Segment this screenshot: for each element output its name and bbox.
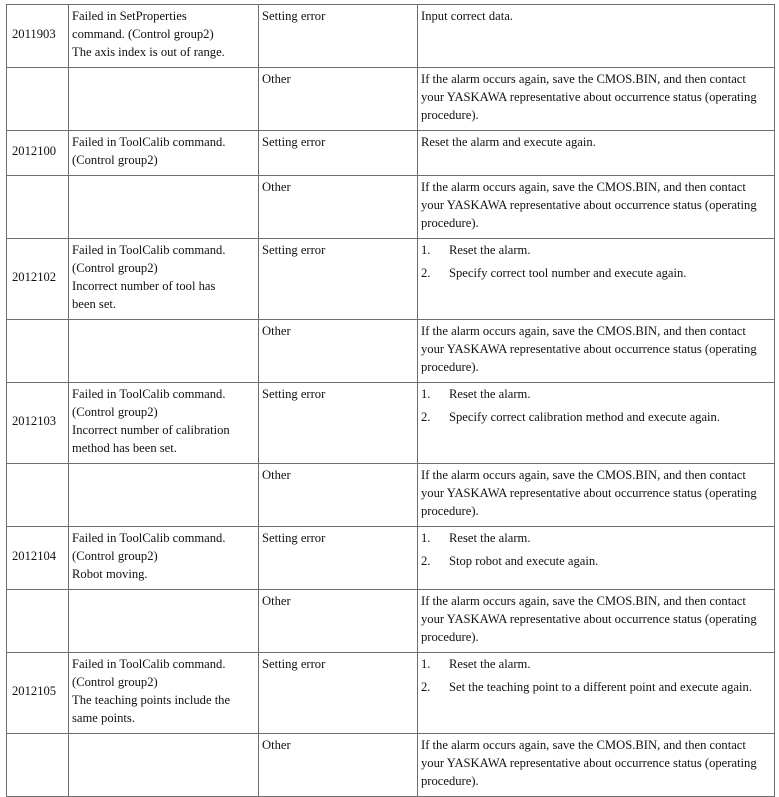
remedy-cell (418, 5, 775, 68)
alarm-cause-cell (69, 653, 259, 734)
alarm-code: 2012104 (12, 549, 57, 563)
cause-kind-cell (259, 68, 418, 131)
alarm-code-cell (7, 590, 69, 653)
step-number: 1. (421, 531, 431, 545)
alarm-cause-line: Failed in ToolCalib command. (72, 657, 226, 671)
alarm-cause-line: (Control group2) (72, 153, 158, 167)
cause-kind: Other (262, 72, 291, 86)
alarm-cause-cell (69, 464, 259, 527)
cause-kind: Other (262, 180, 291, 194)
alarm-cause-cell (69, 131, 259, 176)
cause-kind-cell (259, 590, 418, 653)
alarm-code: 2012103 (12, 414, 57, 428)
remedy-step (421, 264, 770, 282)
step-number: 2. (421, 266, 431, 280)
remedy-cell (418, 383, 775, 464)
cause-kind: Setting error (262, 387, 326, 401)
remedy-text: If the alarm occurs again, save the CMOS.BIN, and then contact your YASKAWA representative about occurrence status (operating procedure). (421, 468, 757, 518)
remedy-cell (418, 320, 775, 383)
alarm-cause-cell (69, 320, 259, 383)
remedy-step (421, 529, 770, 547)
table-row (7, 320, 775, 383)
cause-kind-cell (259, 5, 418, 68)
table-row (7, 239, 775, 320)
step-number: 1. (421, 387, 431, 401)
table-row (7, 590, 775, 653)
remedy-cell (418, 176, 775, 239)
alarm-cause-line: Incorrect number of tool has (72, 279, 216, 293)
remedy-cell (418, 68, 775, 131)
alarm-table (6, 4, 775, 797)
alarm-cause-line: Failed in ToolCalib command. (72, 387, 226, 401)
alarm-cause-line: method has been set. (72, 441, 177, 455)
cause-kind-cell (259, 320, 418, 383)
remedy-text: If the alarm occurs again, save the CMOS.BIN, and then contact your YASKAWA representative about occurrence status (operating procedure). (421, 324, 757, 374)
cause-kind: Setting error (262, 531, 326, 545)
alarm-code: 2012105 (12, 684, 57, 698)
cause-kind: Setting error (262, 657, 326, 671)
alarm-cause-cell (69, 590, 259, 653)
cause-kind-cell (259, 734, 418, 797)
alarm-code-cell (7, 131, 69, 176)
alarm-table-body (7, 5, 775, 797)
table-row (7, 131, 775, 176)
step-text: Specify correct calibration method and execute again. (449, 410, 720, 424)
remedy-steps (421, 385, 770, 426)
remedy-text: If the alarm occurs again, save the CMOS.BIN, and then contact your YASKAWA representative about occurrence status (operating procedure). (421, 72, 757, 122)
table-row (7, 176, 775, 239)
step-text: Reset the alarm. (449, 387, 531, 401)
step-text: Stop robot and execute again. (449, 554, 599, 568)
alarm-code-cell (7, 383, 69, 464)
remedy-step (421, 678, 770, 696)
alarm-cause-cell (69, 734, 259, 797)
step-number: 2. (421, 554, 431, 568)
table-row (7, 653, 775, 734)
remedy-cell (418, 734, 775, 797)
alarm-cause-line: (Control group2) (72, 261, 158, 275)
alarm-cause-line: Failed in ToolCalib command. (72, 135, 226, 149)
remedy-cell (418, 527, 775, 590)
table-row (7, 464, 775, 527)
remedy-step (421, 408, 770, 426)
alarm-cause-line: Failed in ToolCalib command. (72, 243, 226, 257)
remedy-steps (421, 655, 770, 696)
cause-kind: Other (262, 324, 291, 338)
cause-kind-cell (259, 239, 418, 320)
alarm-cause-line: Failed in SetProperties (72, 9, 187, 23)
remedy-steps (421, 529, 770, 570)
remedy-text: Reset the alarm and execute again. (421, 135, 596, 149)
alarm-code: 2012102 (12, 270, 57, 284)
alarm-cause-line: Incorrect number of calibration (72, 423, 230, 437)
alarm-code-cell (7, 734, 69, 797)
table-row (7, 383, 775, 464)
remedy-step (421, 552, 770, 570)
table-row (7, 734, 775, 797)
remedy-text: If the alarm occurs again, save the CMOS.BIN, and then contact your YASKAWA representative about occurrence status (operating procedure). (421, 594, 757, 644)
cause-kind-cell (259, 383, 418, 464)
alarm-code-cell (7, 68, 69, 131)
cause-kind: Other (262, 594, 291, 608)
remedy-text: If the alarm occurs again, save the CMOS.BIN, and then contact your YASKAWA representative about occurrence status (operating procedure). (421, 180, 757, 230)
table-row (7, 5, 775, 68)
remedy-step (421, 655, 770, 673)
remedy-step (421, 385, 770, 403)
cause-kind-cell (259, 464, 418, 527)
alarm-cause-line: same points. (72, 711, 135, 725)
alarm-cause-line: Failed in ToolCalib command. (72, 531, 226, 545)
remedy-cell (418, 653, 775, 734)
alarm-code: 2012100 (12, 144, 57, 158)
cause-kind-cell (259, 527, 418, 590)
step-text: Set the teaching point to a different point and execute again. (449, 680, 752, 694)
alarm-cause-line: The teaching points include the (72, 693, 231, 707)
alarm-cause-line: command. (Control group2) (72, 27, 214, 41)
alarm-code-cell (7, 527, 69, 590)
alarm-code-cell (7, 176, 69, 239)
alarm-cause-cell (69, 239, 259, 320)
alarm-code-cell (7, 653, 69, 734)
alarm-cause-cell (69, 176, 259, 239)
step-number: 1. (421, 657, 431, 671)
table-row (7, 527, 775, 590)
step-number: 2. (421, 410, 431, 424)
remedy-cell (418, 464, 775, 527)
alarm-cause-cell (69, 5, 259, 68)
alarm-cause-line: The axis index is out of range. (72, 45, 225, 59)
step-text: Reset the alarm. (449, 531, 531, 545)
remedy-steps (421, 241, 770, 282)
cause-kind: Setting error (262, 135, 326, 149)
step-text: Specify correct tool number and execute again. (449, 266, 687, 280)
remedy-step (421, 241, 770, 259)
cause-kind: Setting error (262, 243, 326, 257)
alarm-cause-cell (69, 68, 259, 131)
step-text: Reset the alarm. (449, 657, 531, 671)
remedy-text: If the alarm occurs again, save the CMOS.BIN, and then contact your YASKAWA representative about occurrence status (operating procedure). (421, 738, 757, 788)
alarm-cause-line: (Control group2) (72, 549, 158, 563)
alarm-code-cell (7, 464, 69, 527)
step-number: 2. (421, 680, 431, 694)
cause-kind-cell (259, 131, 418, 176)
table-row (7, 68, 775, 131)
remedy-cell (418, 590, 775, 653)
alarm-cause-line: Robot moving. (72, 567, 148, 581)
alarm-cause-cell (69, 383, 259, 464)
alarm-code-cell (7, 239, 69, 320)
step-text: Reset the alarm. (449, 243, 531, 257)
cause-kind-cell (259, 653, 418, 734)
cause-kind-cell (259, 176, 418, 239)
alarm-cause-line: (Control group2) (72, 675, 158, 689)
remedy-cell (418, 131, 775, 176)
remedy-text: Input correct data. (421, 9, 513, 23)
step-number: 1. (421, 243, 431, 257)
cause-kind: Other (262, 468, 291, 482)
alarm-code-cell (7, 5, 69, 68)
cause-kind: Other (262, 738, 291, 752)
alarm-cause-line: (Control group2) (72, 405, 158, 419)
alarm-code: 2011903 (12, 27, 56, 41)
alarm-cause-line: been set. (72, 297, 117, 311)
cause-kind: Setting error (262, 9, 326, 23)
remedy-cell (418, 239, 775, 320)
alarm-cause-cell (69, 527, 259, 590)
alarm-code-cell (7, 320, 69, 383)
